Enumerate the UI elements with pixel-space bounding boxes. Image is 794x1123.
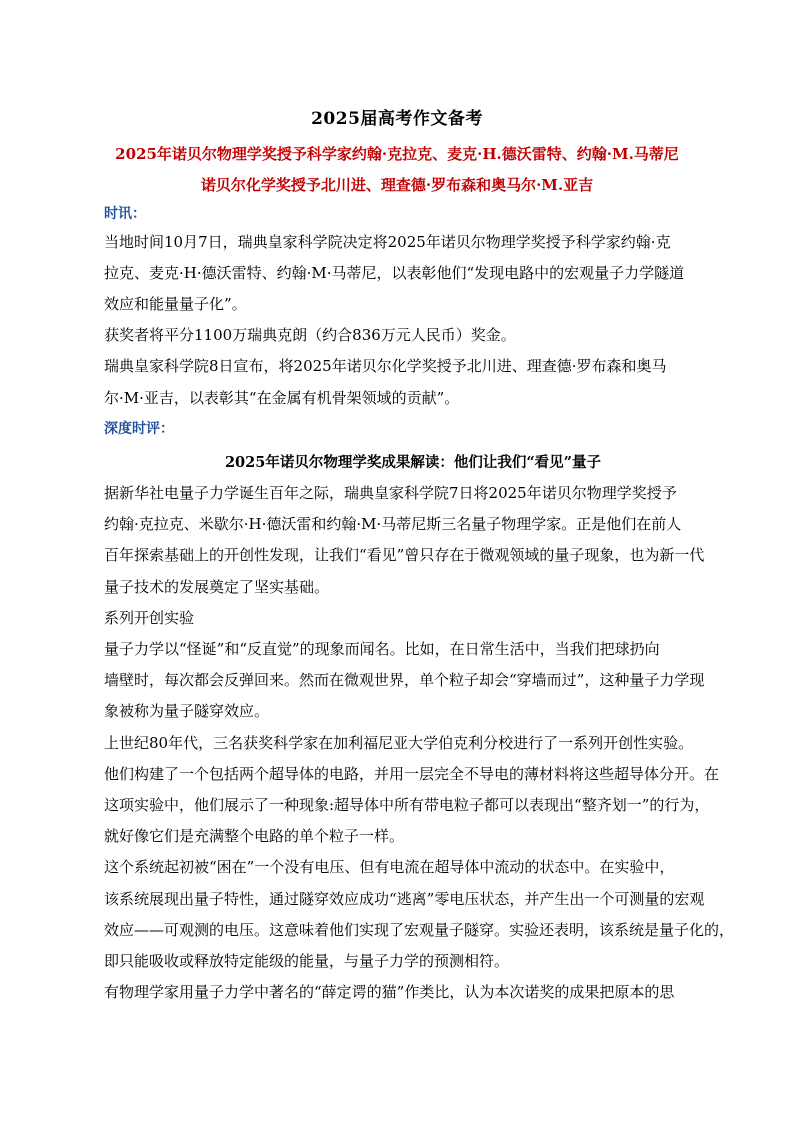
body-line: 上世纪80年代，三名获奖科学家在加利福尼亚大学伯克利分校进行了一系列开创性实验。: [104, 734, 694, 752]
subtitle-physics: 2025年诺贝尔物理学奖授予科学家约翰·克拉克、麦克·H.德沃雷特、约翰·M.马蒂尼: [115, 145, 679, 163]
body-line: 该系统展现出量子特性，通过隧穿效应成功“逃离”零电压状态，并产生出一个可测量的宏观: [104, 890, 705, 908]
body-line: 量子技术的发展奠定了坚实基础。: [104, 578, 330, 596]
news-line: 拉克、麦克·H·德沃雷特、约翰·M·马蒂尼，以表彰他们“发现电路中的宏观量子力学隧道: [104, 264, 685, 282]
body-line: 有物理学家用量子力学中著名的“薛定谔的猫”作类比，认为本次诺奖的成果把原本的思: [104, 983, 675, 1001]
body-line: 即只能吸收或释放特定能级的能量，与量子力学的预测相符。: [104, 952, 510, 970]
body-line: 百年探索基础上的开创性发现，让我们“看见”曾只存在于微观领域的量子现象，也为新一代: [104, 546, 705, 564]
section-heading: 系列开创实验: [104, 609, 195, 627]
body-line: 效应——可观测的电压。这意味着他们实现了宏观量子隧穿。实验还表明，该系统是量子化的，: [104, 921, 734, 939]
body-line: 墙壁时，每次都会反弹回来。然而在微观世界，单个粒子却会“穿墙而过”，这种量子力学现: [104, 671, 705, 689]
body-line: 约翰·克拉克、米歇尔·H·德沃雷和约翰·M·马蒂尼斯三名量子物理学家。正是他们在前人: [104, 515, 682, 533]
document-title: 2025届高考作文备考: [311, 109, 483, 129]
news-line: 效应和能量量子化”。: [104, 295, 247, 313]
commentary-label: 深度时评：: [104, 421, 174, 437]
news-label: 时讯：: [104, 206, 146, 222]
news-line: 当地时间10月7日，瑞典皇家科学院决定将2025年诺贝尔物理学奖授予科学家约翰·克: [104, 233, 671, 251]
body-line: 就好像它们是充满整个电路的单个粒子一样。: [104, 827, 405, 845]
body-line: 据新华社电量子力学诞生百年之际，瑞典皇家科学院7日将2025年诺贝尔物理学奖授予: [104, 484, 677, 502]
news-line: 尔·M·亚吉，以表彰其“在金属有机骨架领域的贡献”。: [104, 389, 460, 407]
body-line: 他们构建了一个包括两个超导体的电路，并用一层完全不导电的薄材料将这些超导体分开。在: [104, 765, 720, 783]
article-title: 2025年诺贝尔物理学奖成果解读：他们让我们“看见”量子: [224, 454, 602, 471]
body-line: 这个系统起初被“困在”一个没有电压、但有电流在超导体中流动的状态中。在实验中，: [104, 858, 675, 876]
body-line: 这项实验中，他们展示了一种现象:超导体中所有带电粒子都可以表现出“整齐划一”的行为，: [104, 796, 710, 814]
news-line: 瑞典皇家科学院8日宣布，将2025年诺贝尔化学奖授予北川进、理查德·罗布森和奥马: [104, 357, 667, 375]
subtitle-chemistry: 诺贝尔化学奖授予北川进、理查德·罗布森和奥马尔·M.亚吉: [200, 176, 594, 194]
news-line: 获奖者将平分1100万瑞典克朗（约合836万元人民币）奖金。: [104, 326, 516, 344]
body-line: 量子力学以“怪诞”和“反直觉”的现象而闻名。比如，在日常生活中，当我们把球扔向: [104, 640, 660, 658]
body-line: 象被称为量子隧穿效应。: [104, 702, 270, 720]
